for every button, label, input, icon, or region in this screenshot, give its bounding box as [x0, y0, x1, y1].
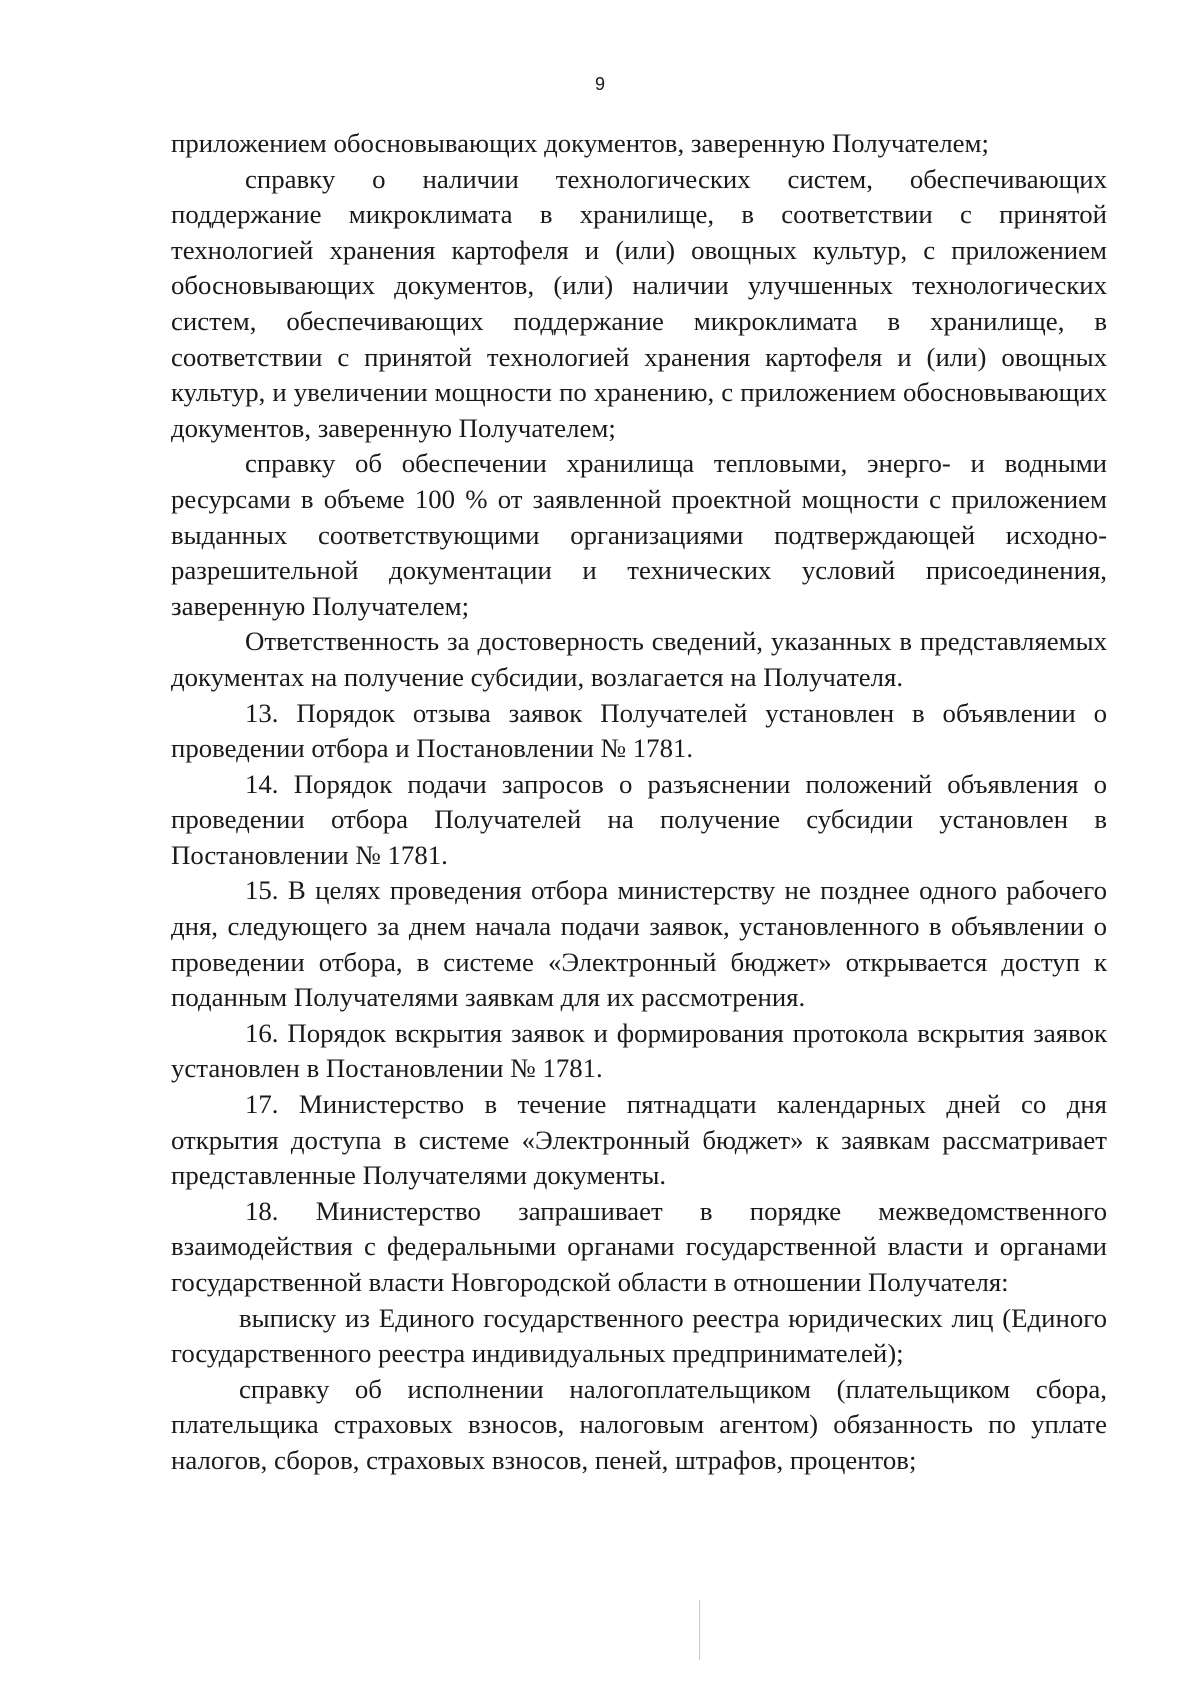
paragraph-resources: справку об обеспечении хранилища тепловыми, энерго- и водными ресурсами в объеме 100 % от заявленной проектной мощности с приложением выданных соответствующими организациями подтверждающей исходно-разрешительной документации и технических условий присоединения, заверенную Получателем;: [171, 448, 1107, 621]
paragraph-item-15: 15. В целях проведения отбора министерству не позднее одного рабочего дня, следующего за днем начала подачи заявок, установленного в объявлении о проведении отбора, в системе «Электронный бюджет» открывается доступ к поданным Получателями заявкам для их рассмотрения.: [171, 875, 1107, 1013]
page-number: 9: [594, 74, 605, 94]
paragraph-continuation: приложением обосновывающих документов, заверенную Получателем;: [171, 128, 989, 158]
paragraph-responsibility: Ответственность за достоверность сведений, указанных в представляемых документах на получение субсидии, возлагается на Получателя.: [171, 626, 1107, 692]
paragraph-egrul-extract: выписку из Единого государственного реестра юридических лиц (Единого государственного реестра индивидуальных предпринимателей);: [171, 1302, 1107, 1369]
paragraph-item-18: 18. Министерство запрашивает в порядке межведомственного взаимодействия с федеральными органами государственной власти и органами государственной власти Новгородской области в отношении Получателя:: [171, 1195, 1107, 1297]
paragraph-item-16: 16. Порядок вскрытия заявок и формирования протокола вскрытия заявок установлен в Постановлении № 1781.: [171, 1017, 1107, 1084]
document-body: [171, 126, 1107, 1479]
paragraph-item-17: 17. Министерство в течение пятнадцати календарных дней со дня открытия доступа в системе «Электронный бюджет» к заявкам рассматривает представленные Получателями документы.: [171, 1089, 1107, 1191]
paragraph-item-13: 13. Порядок отзыва заявок Получателей установлен в объявлении о проведении отбора и Постановлении № 1781.: [171, 697, 1107, 764]
scan-artifact-line: [699, 1600, 700, 1660]
paragraph-tech-systems: справку о наличии технологических систем, обеспечивающих поддержание микроклимата в хранилище, в соответствии с принятой технологией хранения картофеля и (или) овощных культур, с приложением обосновывающих документов, (или) наличии улучшенных технологических систем, обеспечивающих поддержание микроклимата в хранилище, в соответствии с принятой технологией хранения картофеля и (или) овощных культур, и увеличении мощности по хранению, с приложением обосновывающих документов, заверенную Получателем;: [171, 163, 1107, 443]
paragraph-tax-certificate: справку об исполнении налогоплательщиком (плательщиком сбора, плательщика страховых взносов, налоговым агентом) обязанность по уплате налогов, сборов, страховых взносов, пеней, штрафов, процентов;: [171, 1373, 1107, 1475]
paragraph-item-14: 14. Порядок подачи запросов о разъяснении положений объявления о проведении отбора Получателей на получение субсидии установлен в Постановлении № 1781.: [171, 768, 1107, 870]
